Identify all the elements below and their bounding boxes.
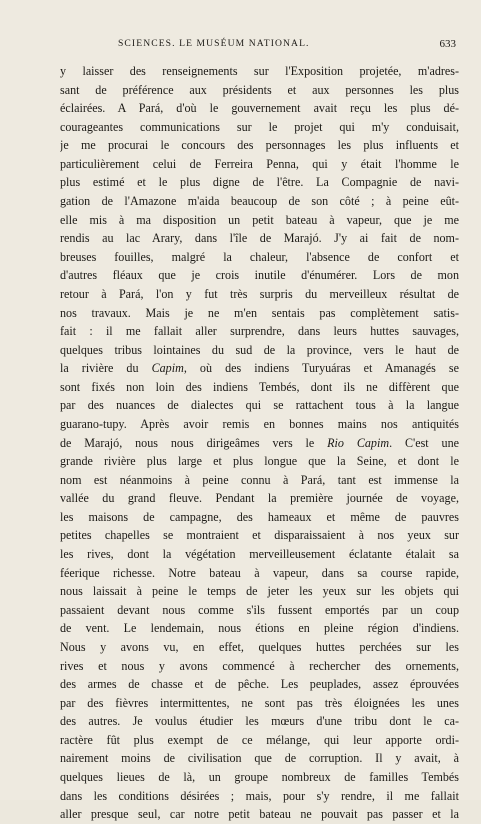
text-run: de Marajó, nous nous dirigeâmes vers le xyxy=(60,435,328,450)
text-line xyxy=(60,304,459,323)
text-run: éclairées. A Pará, d'où le gouvernement avait reçu les plus dé- xyxy=(60,101,459,116)
text-line xyxy=(60,694,459,713)
text-line xyxy=(60,192,459,211)
text-run: sont fixés non loin des indiens Tembés, dont ils ne diffèrent que xyxy=(60,379,459,394)
text-run: des armes de chasse et de pêche. Les peuplades, assez éprouvées xyxy=(60,677,459,692)
text-run: féerique richesse. Notre bateau à vapeur, dans sa course rapide, xyxy=(60,565,459,580)
text-run: sant de préférence aux présidents et aux personnes les plus xyxy=(60,82,459,97)
text-run: dans les conditions désirées ; mais, pour s'y rendre, il me fallait xyxy=(60,788,459,803)
text-line xyxy=(60,285,459,304)
text-run: gation de l'Amazone m'aida beaucoup de son côté ; à peine eût- xyxy=(60,194,459,209)
text-line xyxy=(60,712,459,731)
text-line xyxy=(60,359,459,378)
text-line xyxy=(60,582,459,601)
text-run: vallée du grand fleuve. Pendant la première journée de voyage, xyxy=(60,491,459,506)
text-line xyxy=(60,619,459,638)
text-run: aller presque seul, car notre petit bateau ne pouvait pas passer et la xyxy=(60,807,459,822)
text-run: Nous y avons vu, en effet, quelques huttes perchées sur les xyxy=(60,639,459,654)
text-run: fait : il me fallait aller surprendre, dans leurs huttes sauvages, xyxy=(60,324,459,339)
text-run: quelques tribus lointaines du sud de la province, vers le haut de xyxy=(60,342,459,357)
text-line xyxy=(60,601,459,620)
text-line xyxy=(60,489,459,508)
text-run: nairement moins de civilisation que de corruption. Il y avait, à xyxy=(60,751,459,766)
text-run: rives et nous y avons commencé à rechercher des ornements, xyxy=(60,658,459,673)
text-run: rendis au lac Arary, dans l'île de Marajó. J'y ai fait de nom- xyxy=(60,231,459,246)
text-line xyxy=(60,173,459,192)
text-line xyxy=(60,805,459,824)
text-run: plus estimé et le plus digne de l'être. La Compagnie de navi- xyxy=(60,175,459,190)
text-line xyxy=(60,471,459,490)
text-run: nos travaux. Mais je ne m'en sentais pas complètement satis- xyxy=(60,305,459,320)
page-header xyxy=(0,38,481,54)
text-run: retour à Pará, l'on y fut très surpris du merveilleux résultat de xyxy=(60,286,459,301)
text-run: par des fièvres intermittentes, ne sont pas très éloignées les unes xyxy=(60,695,459,710)
text-run: y laisser des renseignements sur l'Exposition projetée, m'adres- xyxy=(60,64,459,78)
body-paragraph xyxy=(60,62,459,824)
text-run: d'autres fléaux que je crois inutile d'énumérer. Lors de mon xyxy=(60,268,459,283)
text-run: grande rivière plus large et plus longue que la Seine, et dont le xyxy=(60,454,459,469)
text-line xyxy=(60,266,459,285)
text-run: breuses fouilles, malgré la chaleur, l'absence de confort et xyxy=(60,249,459,264)
text-run: nom est néanmoins à peine connu à Pará, tant est immense la xyxy=(60,472,459,487)
italic-text: Rio Capim xyxy=(327,435,390,450)
text-line xyxy=(60,155,459,174)
text-run: petites chapelles se montraient et disparaissaient à nos yeux sur xyxy=(60,528,459,543)
italic-text: Capim xyxy=(151,361,184,376)
text-line xyxy=(60,118,459,137)
text-run: les maisons de campagne, des hameaux et même de pauvres xyxy=(60,509,459,524)
text-line xyxy=(60,749,459,768)
running-head: SCIENCES. LE MUSÉUM NATIONAL. xyxy=(118,38,310,49)
text-line xyxy=(60,415,459,434)
text-line xyxy=(60,81,459,100)
text-line xyxy=(60,322,459,341)
text-run: je me procurai le concours des personnages les plus influents et xyxy=(60,138,459,153)
text-line xyxy=(60,99,459,118)
text-run: particulièrement celui de Ferreira Penna, qui y était l'homme le xyxy=(60,156,459,171)
text-line xyxy=(60,452,459,471)
text-run: de vent. Le lendemain, nous étions en pleine région d'indiens. xyxy=(60,621,459,636)
text-line xyxy=(60,768,459,787)
text-line xyxy=(60,396,459,415)
text-run: courageantes communications sur le projet qui m'y conduisait, xyxy=(60,119,459,134)
text-line xyxy=(60,248,459,267)
text-line xyxy=(60,136,459,155)
text-line xyxy=(60,229,459,248)
text-run: les rives, dont la végétation merveilleusement éclatante étalait sa xyxy=(60,547,459,562)
text-run: guarano-tupy. Après avoir remis en bonnes mains nos antiquités xyxy=(60,416,459,431)
text-line xyxy=(60,545,459,564)
text-run: ractère fût plus exempt de ce mélange, qui leur apporte ordi- xyxy=(60,732,459,747)
text-run: passaient devant nous comme s'ils fussent emportés par un coup xyxy=(60,602,459,617)
text-line xyxy=(60,434,459,453)
text-line xyxy=(60,378,459,397)
text-run: par des nuances de dialectes qui se rattachent tous à la langue xyxy=(60,398,459,413)
text-run: elle mis à ma disposition un petit bateau à vapeur, que je me xyxy=(60,212,459,227)
text-line xyxy=(60,638,459,657)
text-line xyxy=(60,675,459,694)
text-line xyxy=(60,526,459,545)
text-line xyxy=(60,508,459,527)
text-line xyxy=(60,657,459,676)
text-line xyxy=(60,341,459,360)
text-line xyxy=(60,787,459,806)
text-run: la rivière du xyxy=(60,361,152,376)
text-line xyxy=(60,731,459,750)
text-run: . C'est une xyxy=(389,435,459,450)
text-run: nous laissait à peine le temps de jeter les yeux sur les objets qui xyxy=(60,584,459,599)
text-run: , où des indiens Turyuáras et Amanagés se xyxy=(183,361,459,376)
text-line xyxy=(60,564,459,583)
text-run: des autres. Je voulus étudier les mœurs d'une tribu dont le ca- xyxy=(60,714,459,729)
page-number: 633 xyxy=(439,38,456,50)
text-line xyxy=(60,211,459,230)
text-line xyxy=(60,62,459,81)
text-run: quelques lieues de là, un groupe nombreux de familles Tembés xyxy=(60,769,459,784)
